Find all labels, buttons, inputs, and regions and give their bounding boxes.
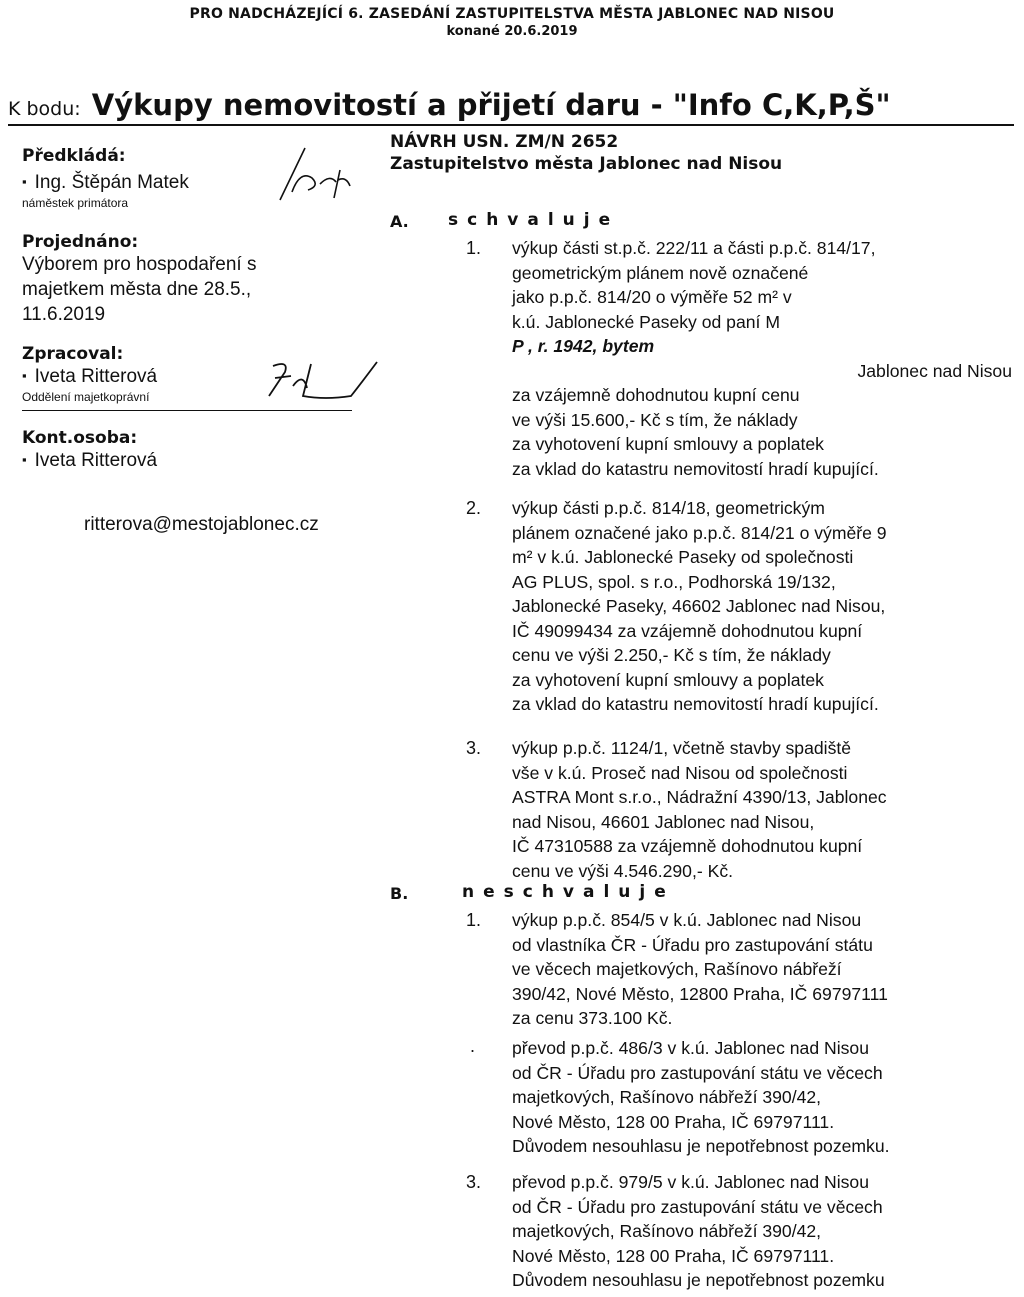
proposal-number: NÁVRH USN. ZM/N 2652: [390, 132, 619, 152]
signature-matek: [250, 140, 360, 210]
item-a3-text: [512, 736, 1012, 883]
item-line: ASTRA Mont s.r.o., Nádražní 4390/13, Jablonec: [512, 787, 887, 807]
section-b-verb: neschvaluje: [462, 882, 675, 902]
item-line: IČ 47310588 za vzájemně dohodnutou kupní: [512, 836, 863, 856]
item-b1-number: 1.: [466, 910, 482, 930]
predklada-name: ▪ Ing. Štěpán Matek: [22, 170, 362, 196]
item-line: majetkových, Rašínovo nábřeží 390/42,: [512, 1087, 822, 1107]
kontakt-heading: Kont.osoba:: [22, 428, 138, 448]
item-line: AG PLUS, spol. s r.o., Podhorská 19/132,: [512, 571, 836, 592]
item-a2-number: 2.: [466, 498, 482, 518]
item-line: od ČR - Úřadu pro zastupování státu ve věcech: [512, 1062, 883, 1083]
item-b3-text: [512, 1170, 1012, 1293]
item-line: výkup p.p.č. 1124/1, včetně stavby spadiště: [512, 738, 852, 758]
item-line: výkup p.p.č. 854/5 v k.ú. Jablonec nad Nisou: [512, 910, 862, 930]
item-a2-text: [512, 496, 1012, 717]
zpracoval-name: ▪ Iveta Ritterová: [22, 364, 362, 390]
item-line: Nové Město, 128 00 Praha, IČ 69797111.: [512, 1111, 835, 1132]
item-line: k.ú. Jablonecké Paseky od paní M: [512, 311, 780, 332]
contact-email[interactable]: ritterova@mestojablonec.cz: [84, 514, 319, 535]
item-line: výkup části st.p.č. 222/11 a části p.p.č. 814/17,: [512, 238, 876, 258]
item-line: Nové Město, 128 00 Praha, IČ 69797111.: [512, 1245, 835, 1266]
item-line: cenu ve výši 4.546.290,- Kč.: [512, 860, 734, 881]
item-line: 390/42, Nové Město, 12800 Praha, IČ 69797111: [512, 983, 888, 1004]
item-line: IČ 49099434 za vzájemně dohodnutou kupní: [512, 620, 863, 641]
item-b1-text: [512, 908, 1012, 1031]
item-line: převod p.p.č. 486/3 v k.ú. Jablonec nad Nisou: [512, 1038, 869, 1058]
item-line: nad Nisou, 46601 Jablonec nad Nisou,: [512, 811, 815, 832]
item-a3-number: 3.: [466, 738, 482, 758]
item-line: m² v k.ú. Jablonecké Paseky od společnosti: [512, 547, 854, 567]
item-line: Jablonecké Paseky, 46602 Jablonec nad Nisou,: [512, 596, 886, 616]
predklada-role: náměstek primátora: [22, 196, 129, 210]
item-line: plánem označené jako p.p.č. 814/21 o výměře 9: [512, 522, 887, 543]
kontakt-name: ▪ Iveta Ritterová: [22, 448, 362, 474]
item-line: Důvodem nesouhlasu je nepotřebnost pozemku.: [512, 1136, 890, 1156]
item-line: za vzájemně dohodnutou kupní cenu: [512, 385, 800, 405]
topic-title: Výkupy nemovitostí a přijetí daru - "Info C,K,P,Š": [91, 88, 891, 122]
signature-ritterova: [255, 356, 395, 416]
item-line: od vlastníka ČR - Úřadu pro zastupování státu: [512, 934, 873, 955]
item-line: za vyhotovení kupní smlouvy a poplatek: [512, 434, 824, 454]
item-line: převod p.p.č. 979/5 v k.ú. Jablonec nad Nisou: [512, 1172, 869, 1192]
projednano-heading: Projednáno:: [22, 232, 139, 252]
document-header: PRO NADCHÁZEJÍCÍ 6. ZASEDÁNÍ ZASTUPITELSTVA MĚSTA JABLONEC NAD NISOU: [189, 6, 835, 22]
proposal-body: Zastupitelstvo města Jablonec nad Nisou: [390, 154, 783, 174]
item-line: za vklad do katastru nemovitostí hradí kupující.: [512, 458, 879, 479]
item-line: majetkových, Rašínovo nábřeží 390/42,: [512, 1221, 822, 1241]
topic-label: K bodu:: [8, 98, 81, 120]
item-line: jako p.p.č. 814/20 o výměře 52 m² v: [512, 287, 792, 307]
header-divider: [8, 124, 1014, 126]
item-b3-number: 3.: [466, 1172, 482, 1192]
proposal-header: [390, 132, 1024, 174]
zpracoval-dept: Oddělení majetkoprávní: [22, 390, 150, 404]
item-line: za vklad do katastru nemovitostí hradí kupující.: [512, 694, 879, 714]
item-line: cenu ve výši 2.250,- Kč s tím, že náklady: [512, 645, 831, 665]
projednano-line-3: 11.6.2019: [22, 304, 106, 325]
section-a-verb: schvaluje: [448, 210, 620, 230]
projednano-line-2: majetkem města dne 28.5.,: [22, 279, 252, 300]
meeting-date: konané 20.6.2019: [446, 24, 578, 39]
item-line: Jablonec nad Nisou: [857, 360, 1012, 381]
topic-heading: [8, 88, 891, 122]
item-line: ve výši 15.600,- Kč s tím, že náklady: [512, 409, 798, 430]
predklada-heading: Předkládá:: [22, 146, 126, 166]
item-line: za cenu 373.100 Kč.: [512, 1008, 673, 1028]
item-line: od ČR - Úřadu pro zastupování státu ve věcech: [512, 1196, 883, 1217]
item-b2-text: [512, 1036, 1012, 1159]
item-line: P , r. 1942, bytem: [512, 336, 655, 356]
kontakt-block: [22, 428, 362, 474]
projednano-block: [22, 232, 362, 327]
item-line: vše v k.ú. Proseč nad Nisou od společnosti: [512, 762, 848, 783]
item-line: Důvodem nesouhlasu je nepotřebnost pozemku: [512, 1270, 885, 1290]
item-a1-number: 1.: [466, 238, 482, 258]
sidebar-divider: [22, 410, 352, 411]
zpracoval-heading: Zpracoval:: [22, 344, 124, 364]
item-line: výkup části p.p.č. 814/18, geometrickým: [512, 498, 825, 518]
item-line: geometrickým plánem nově označené: [512, 262, 809, 283]
item-b2-number: .: [470, 1036, 476, 1056]
section-a-letter: A.: [390, 212, 409, 231]
item-line: za vyhotovení kupní smlouvy a poplatek: [512, 669, 824, 690]
item-a1-text: [512, 236, 1012, 481]
item-line: ve věcech majetkových, Rašínovo nábřeží: [512, 959, 842, 979]
projednano-line-1: Výborem pro hospodaření s: [22, 254, 257, 275]
section-b-letter: B.: [390, 884, 409, 903]
